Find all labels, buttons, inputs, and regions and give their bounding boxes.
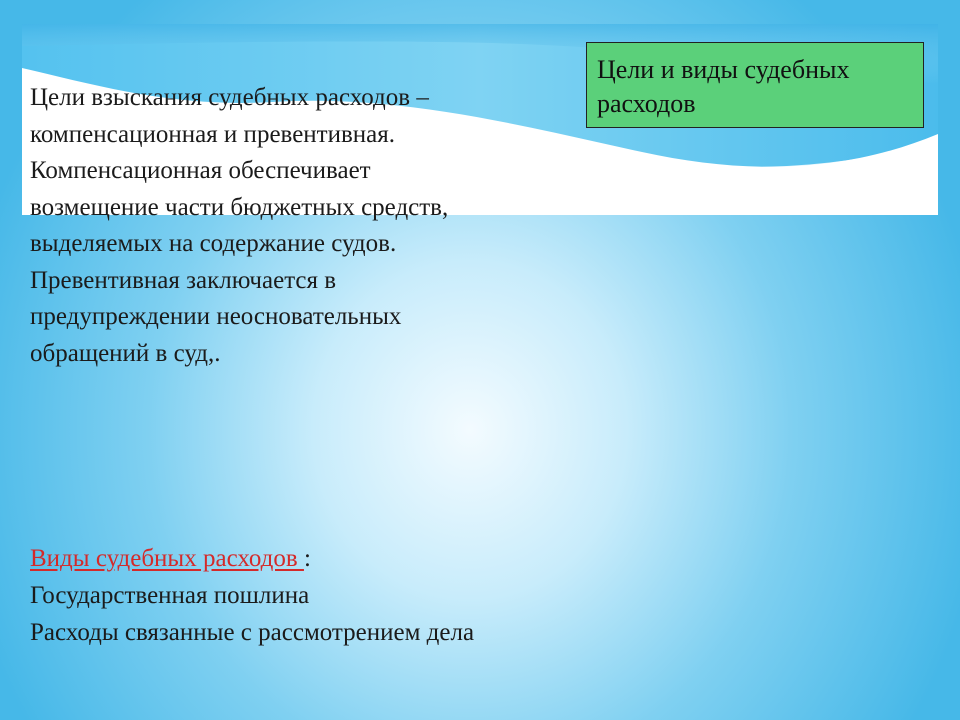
body-line: компенсационная и превентивная. [30, 120, 396, 148]
body-line: Цели взыскания судебных расходов – [30, 84, 429, 111]
body-line: возмещение части бюджетных средств, [30, 193, 449, 221]
goals-paragraph [30, 80, 590, 372]
slide-title-box [586, 42, 924, 128]
slide-title-line-2: расходов [597, 89, 696, 118]
expense-types-link[interactable]: Виды судебных расходов [30, 545, 304, 572]
expense-types-heading [30, 540, 650, 577]
body-line: обращений в суд,. [30, 339, 221, 367]
body-line: Компенсационная обеспечивает [30, 157, 371, 184]
heading-colon: : [303, 545, 311, 572]
expense-type-item: Государственная пошлина [30, 582, 310, 609]
slide-title-line-1: Цели и виды судебных [597, 55, 850, 84]
body-line: предупреждении неосновательных [30, 303, 402, 330]
body-line: выделяемых на содержание судов. [30, 230, 397, 257]
body-line: Превентивная заключается в [30, 266, 337, 294]
expense-type-item: Расходы связанные с рассмотрением дела [30, 619, 475, 646]
expense-types-section [30, 540, 650, 651]
